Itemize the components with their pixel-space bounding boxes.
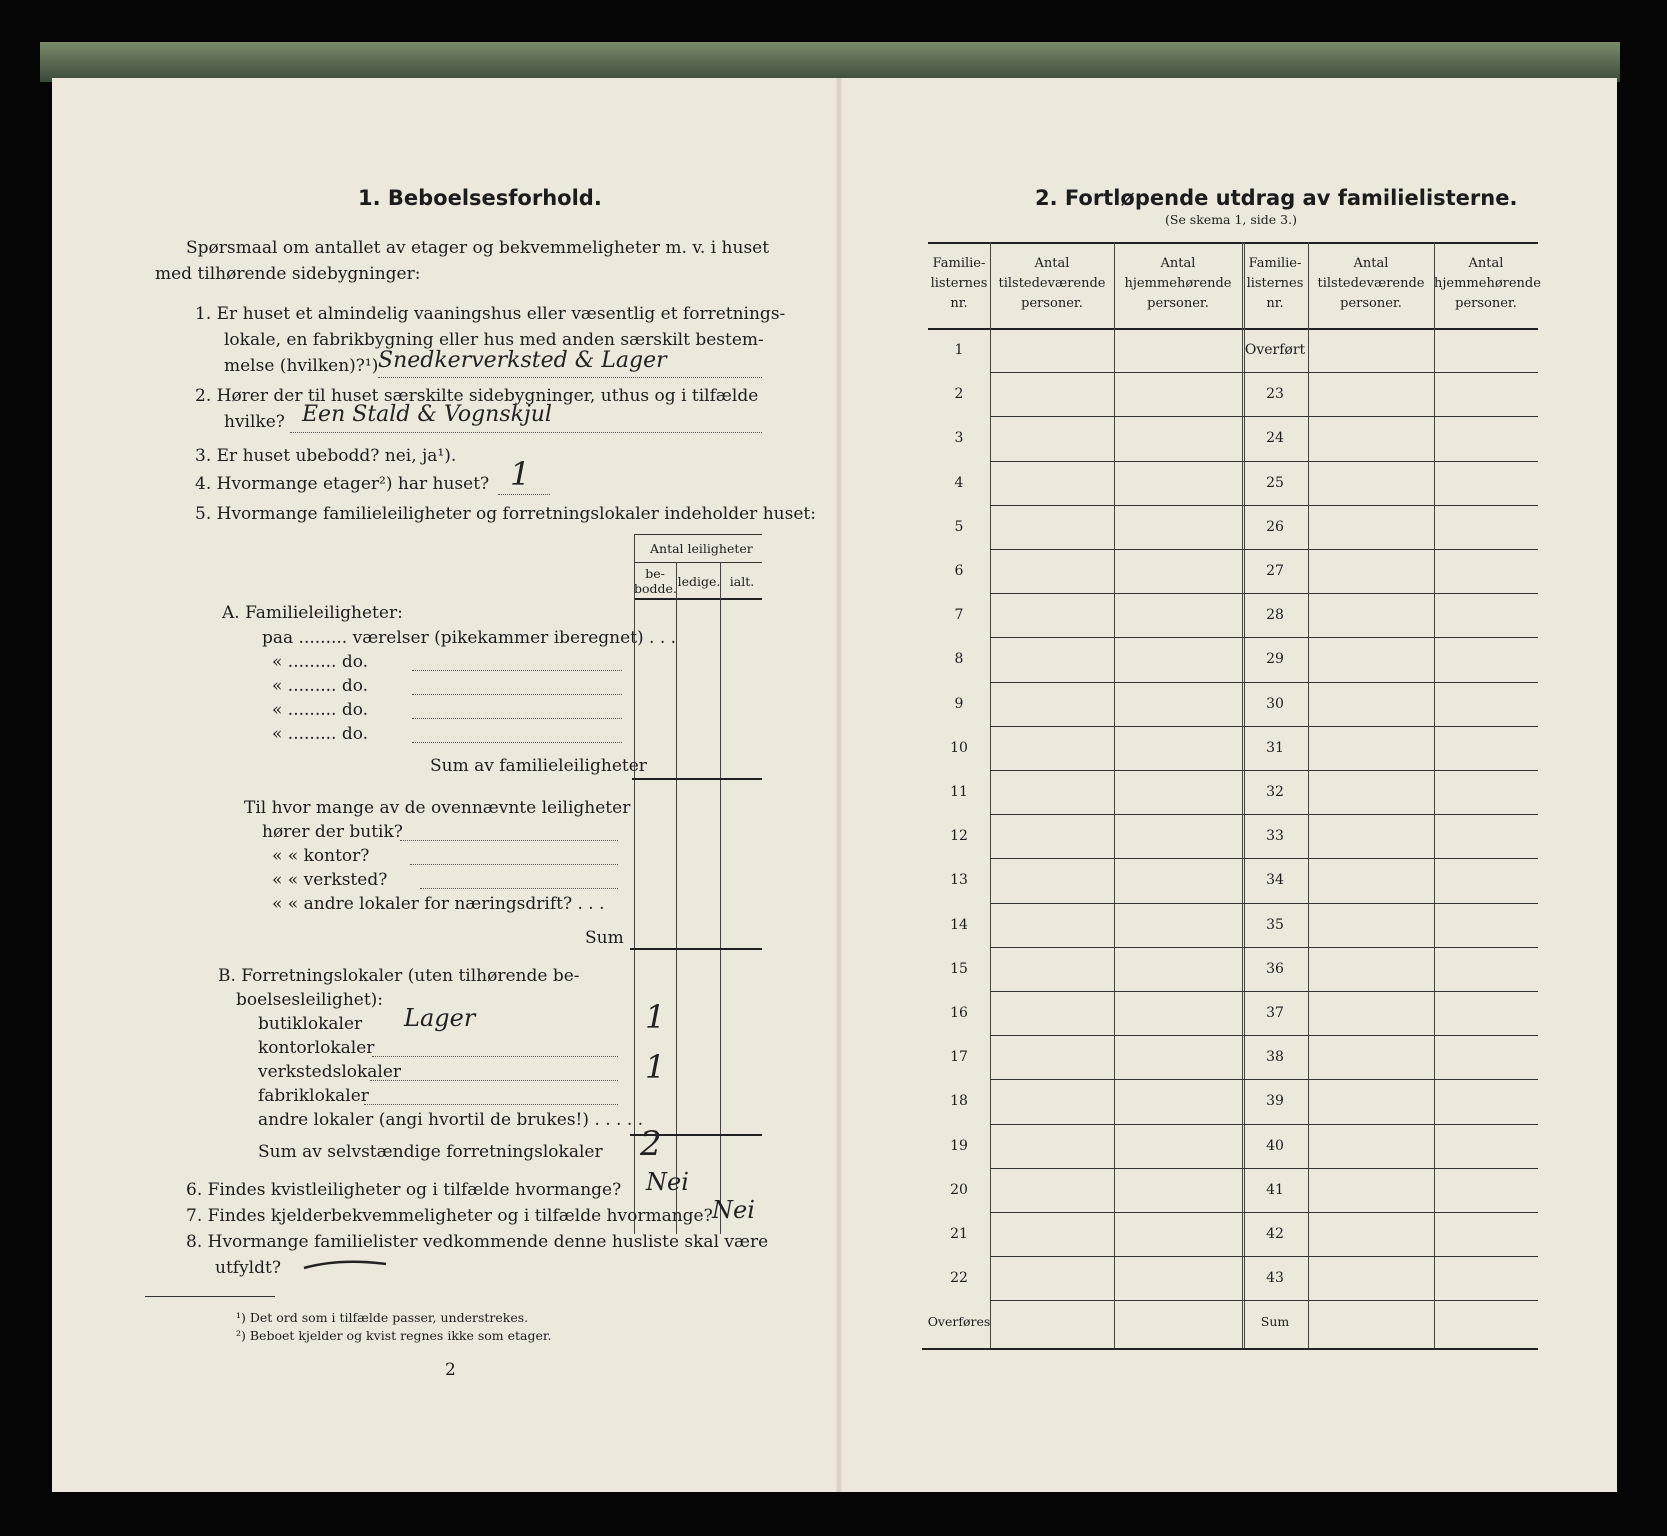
- section-b-line-1: B. Forretningslokaler (uten tilhørende be-: [218, 966, 580, 986]
- table-row-rule: [990, 682, 1538, 683]
- section-b-line-2: boelsesleilighet):: [236, 990, 384, 1010]
- section-a-row: « ......... do.: [272, 652, 369, 672]
- header-tilstedevaerende-right: Antal tilstedeværende personer.: [1317, 256, 1425, 311]
- table-row-rule: [990, 726, 1538, 727]
- family-list-number-left: 16: [950, 1005, 968, 1021]
- section-b-sum: Sum av selvstændige forretningslokaler: [258, 1142, 603, 1162]
- header-bottom-rule: [928, 328, 1538, 330]
- family-list-number-right: 38: [1266, 1049, 1284, 1066]
- family-list-number-right: 31: [1266, 739, 1284, 756]
- leader-dots: [412, 670, 622, 671]
- family-list-number-right: 39: [1266, 1093, 1284, 1110]
- family-list-number-left: 19: [950, 1137, 968, 1154]
- table-row-rule: [990, 637, 1538, 638]
- table-rule: [632, 778, 762, 780]
- answer-line: [378, 377, 762, 378]
- section-a-title: A. Familieleiligheter:: [222, 603, 403, 623]
- til-row: « « kontor?: [272, 846, 370, 866]
- family-list-number-right: 30: [1266, 695, 1284, 712]
- question-2-handwritten-answer: Een Stald & Vognskjul: [302, 402, 552, 427]
- family-list-number-right: 36: [1266, 960, 1284, 977]
- table-col-divider: [1434, 242, 1435, 1348]
- question-1-handwritten-answer: Snedkerverksted & Lager: [378, 348, 667, 373]
- family-list-number-left: 6: [954, 563, 964, 579]
- family-list-number-right: 43: [1266, 1270, 1284, 1287]
- family-list-number-right: 41: [1266, 1181, 1284, 1198]
- family-list-number-left: 2: [954, 386, 964, 403]
- family-list-number-left: 14: [950, 916, 968, 933]
- table-row-rule: [990, 1168, 1538, 1169]
- footnote-1: ¹) Det ord som i tilfælde passer, understrekes.: [236, 1310, 529, 1325]
- family-list-number-left: 1: [954, 342, 964, 358]
- section-b-row: butiklokaler: [258, 1014, 363, 1034]
- family-list-number-left: 11: [950, 784, 968, 800]
- table-row-rule: [990, 1079, 1538, 1080]
- table-header-antal: Antal leiligheter: [650, 541, 753, 556]
- family-list-number-right: 24: [1266, 430, 1284, 447]
- question-5: 5. Hvormange familieleiligheter og forretningslokaler indeholder huset:: [195, 504, 816, 524]
- family-list-number-right: 42: [1266, 1226, 1284, 1242]
- table-row-rule: [990, 1035, 1538, 1036]
- col-ialt: ialt.: [729, 574, 755, 589]
- family-list-number-right: 23: [1266, 386, 1284, 403]
- question-4-handwritten-answer: 1: [510, 455, 531, 493]
- family-list-number-right: 32: [1266, 784, 1284, 800]
- section-b-row: kontorlokaler: [258, 1038, 375, 1058]
- table-row-rule: [990, 416, 1538, 417]
- footer-overfores: Overføres: [927, 1314, 991, 1330]
- family-list-number-right: 35: [1266, 916, 1284, 933]
- leader-dots: [420, 888, 618, 889]
- header-hjemmehorende-right: Antal hjemmehørende personer.: [1434, 256, 1541, 311]
- family-list-number-right: 33: [1266, 828, 1284, 845]
- table-rule: [630, 948, 762, 950]
- leader-dots: [410, 864, 618, 865]
- table-rule: [634, 534, 762, 535]
- intro-line-1: Spørsmaal om antallet av etager og bekvemmeligheter m. v. i huset: [186, 238, 770, 258]
- table-col-divider: [1308, 242, 1309, 1348]
- family-list-number-left: 5: [954, 518, 964, 535]
- table-top-rule: [928, 242, 1538, 244]
- family-list-number-left: 10: [950, 739, 968, 756]
- question-7: 7. Findes kjelderbekvemmeligheter og i tilfælde hvormange?: [186, 1206, 713, 1226]
- table-row-rule: [990, 1300, 1538, 1301]
- question-1-line-3: melse (hvilken)?¹): [224, 356, 379, 376]
- leader-dots: [364, 1104, 618, 1105]
- table-row-rule: [990, 593, 1538, 594]
- section-b-row: andre lokaler (angi hvortil de brukes!) . . . . .: [258, 1110, 644, 1130]
- question-2-line-2: hvilke?: [224, 412, 285, 432]
- table-bottom-rule: [922, 1348, 1538, 1350]
- question-2-line-1: 2. Hører der til huset særskilte sidebygninger, uthus og i tilfælde: [195, 386, 759, 406]
- question-4: 4. Hvormange etager²) har huset?: [195, 474, 490, 494]
- col-ledige: ledige.: [677, 574, 721, 589]
- section-a-row: « ......... do.: [272, 724, 369, 744]
- til-row: hører der butik?: [262, 822, 403, 842]
- question-8-line-1: 8. Hvormange familielister vedkommende denne husliste skal være: [186, 1232, 769, 1252]
- question-6-answer: Nei: [646, 1168, 689, 1196]
- family-list-number-left: 8: [954, 651, 964, 668]
- family-list-number-right: 29: [1266, 651, 1284, 668]
- til-row: « « andre lokaler for næringsdrift? . . .: [272, 894, 605, 914]
- family-list-number-right: 34: [1266, 872, 1284, 889]
- header-familie-nr-left: Familie- listernes nr.: [930, 256, 988, 311]
- section-b-row: fabriklokaler: [258, 1086, 369, 1106]
- table-row-rule: [990, 903, 1538, 904]
- til-row: « « verksted?: [272, 870, 388, 890]
- table-row-rule: [990, 372, 1538, 373]
- family-list-number-left: 17: [950, 1049, 968, 1066]
- table-row-rule: [990, 1212, 1538, 1213]
- question-6: 6. Findes kvistleiligheter og i tilfælde hvormange?: [186, 1180, 622, 1200]
- section-b-row: verkstedslokaler: [258, 1062, 402, 1082]
- right-section-title: 2. Fortløpende utdrag av familielisterne.: [1035, 186, 1518, 210]
- leader-dots: [372, 1056, 618, 1057]
- question-8-line-2: utfyldt?: [215, 1258, 281, 1278]
- family-list-number-right: Overført: [1244, 342, 1306, 358]
- footer-sum: Sum: [1260, 1314, 1290, 1330]
- section-a-row: « ......... do.: [272, 700, 369, 720]
- footnote-2: ²) Beboet kjelder og kvist regnes ikke som etager.: [236, 1328, 552, 1343]
- leader-dots: [412, 718, 622, 719]
- family-list-number-left: 20: [950, 1181, 968, 1198]
- table-row-rule: [990, 947, 1538, 948]
- scan-top-strip: [40, 42, 1620, 82]
- leader-dots: [370, 1080, 618, 1081]
- section-b-sum-value: 2: [640, 1124, 662, 1164]
- table-row-rule: [990, 505, 1538, 506]
- answer-line: [498, 494, 550, 495]
- family-list-number-left: 15: [950, 960, 968, 977]
- family-list-number-left: 13: [950, 872, 968, 889]
- table-row-rule: [990, 1256, 1538, 1257]
- table-row-rule: [990, 549, 1538, 550]
- section-a-row: « ......... do.: [272, 676, 369, 696]
- table-col-divider: [990, 242, 991, 1348]
- question-1-line-1: 1. Er huset et almindelig vaaningshus eller væsentlig et forretnings-: [195, 304, 786, 324]
- header-tilstedevaerende-left: Antal tilstedeværende personer.: [998, 256, 1106, 311]
- question-3: 3. Er huset ubebodd? nei, ja¹).: [195, 446, 457, 466]
- left-section-title: 1. Beboelsesforhold.: [358, 186, 602, 210]
- header-hjemmehorende-left: Antal hjemmehørende personer.: [1124, 256, 1232, 311]
- family-list-number-right: 28: [1266, 607, 1284, 624]
- table-row-rule: [990, 814, 1538, 815]
- family-list-number-left: 3: [954, 430, 964, 447]
- leader-dots: [412, 694, 622, 695]
- family-list-number-left: 12: [950, 828, 968, 845]
- question-8-dash-mark: [300, 1254, 390, 1274]
- intro-line-2: med tilhørende sidebygninger:: [155, 264, 421, 284]
- family-list-number-right: 25: [1266, 474, 1284, 491]
- footnote-rule: [145, 1296, 275, 1297]
- question-7-answer: Nei: [712, 1196, 755, 1224]
- page-number: 2: [445, 1360, 456, 1380]
- section-a-row: paa ......... værelser (pikekammer iberegnet) . . .: [262, 628, 677, 648]
- family-list-number-left: 9: [954, 695, 964, 712]
- answer-line: [290, 432, 762, 433]
- family-list-number-left: 22: [950, 1270, 968, 1287]
- table-row-rule: [990, 770, 1538, 771]
- butik-handwritten: Lager: [404, 1004, 476, 1032]
- leader-dots: [400, 840, 618, 841]
- table-row-rule: [990, 461, 1538, 462]
- family-list-number-right: 26: [1266, 518, 1284, 535]
- col-bebodde: be- bodde.: [634, 566, 677, 596]
- family-list-number-left: 7: [954, 607, 964, 624]
- family-list-number-right: 27: [1266, 563, 1284, 579]
- right-section-subtitle: (Se skema 1, side 3.): [1165, 212, 1297, 227]
- page-fold: [836, 78, 842, 1492]
- table-rule: [630, 1134, 762, 1136]
- table-row-rule: [990, 991, 1538, 992]
- til-line-1: Til hvor mange av de ovennævnte leiligheter: [244, 798, 631, 818]
- table-row-rule: [990, 858, 1538, 859]
- question-1-line-2: lokale, en fabrikbygning eller hus med anden særskilt bestem-: [224, 330, 764, 350]
- family-list-number-right: 37: [1266, 1005, 1284, 1021]
- family-list-number-left: 21: [950, 1226, 968, 1242]
- table-col-divider: [1114, 242, 1115, 1348]
- til-sum: Sum: [585, 928, 624, 948]
- section-a-sum: Sum av familieleiligheter: [430, 756, 647, 776]
- family-list-number-right: 40: [1266, 1137, 1284, 1154]
- leader-dots: [412, 742, 622, 743]
- family-list-number-left: 4: [954, 474, 964, 491]
- family-list-number-left: 18: [950, 1093, 968, 1110]
- table-rule: [634, 562, 762, 563]
- verksted-count: 1: [645, 1048, 666, 1086]
- table-rule: [634, 598, 762, 600]
- header-familie-nr-right: Familie- listernes nr.: [1246, 256, 1304, 311]
- butik-count: 1: [645, 998, 666, 1036]
- table-row-rule: [990, 1124, 1538, 1125]
